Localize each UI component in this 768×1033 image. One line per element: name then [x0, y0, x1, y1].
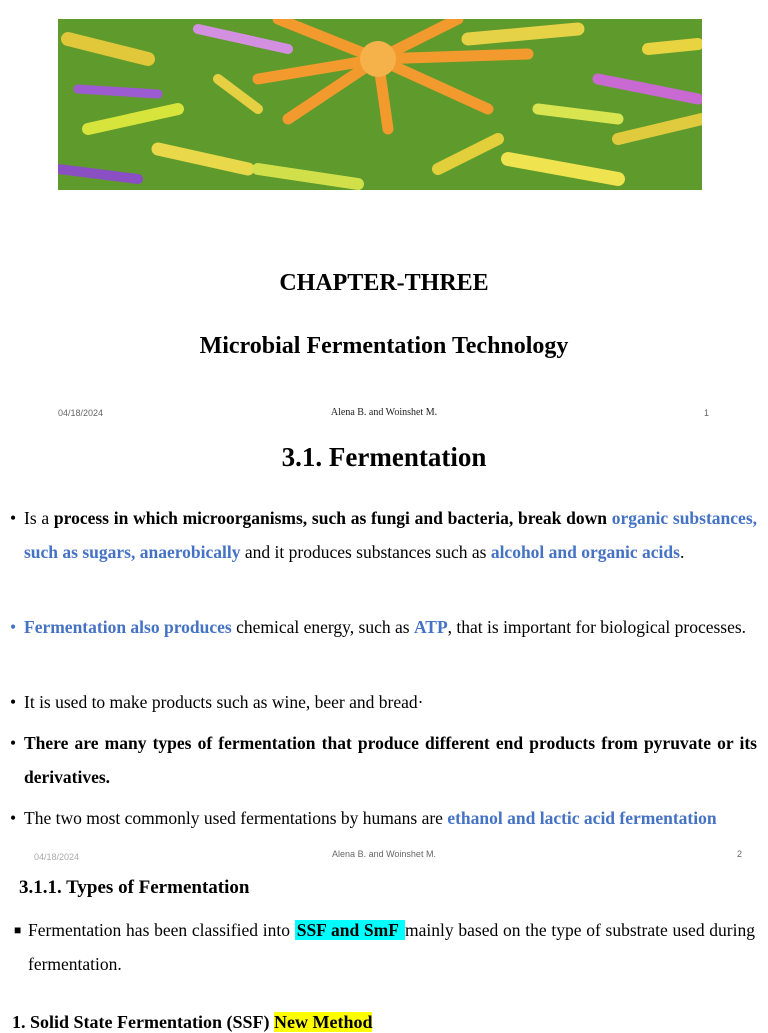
- square-bullet-icon: ■: [14, 923, 22, 937]
- subsection-heading: 3.1.1. Types of Fermentation: [19, 877, 250, 898]
- ssf-heading: 1. Solid State Fermentation (SSF) New Method: [12, 1012, 373, 1032]
- footer-date: 04/18/2024: [58, 408, 104, 418]
- footer-date: 04/18/2024: [34, 852, 80, 862]
- microbes-banner-image: [58, 19, 702, 190]
- footer-page-number: 1: [704, 408, 710, 418]
- bullet-products: • It is used to make products such as wine, beer and bread·: [10, 685, 757, 719]
- bullet-dot: •: [10, 808, 17, 828]
- bullet-dot: •: [10, 617, 17, 637]
- section-heading: 3.1. Fermentation: [281, 442, 487, 472]
- bullet-types: • There are many types of fermentation that produce different end products from pyruvate or its derivatives.: [10, 726, 757, 794]
- footer-authors: Alena B. and Woinshet M.: [332, 849, 436, 859]
- bullet-dot: •: [10, 733, 17, 753]
- bullet-energy: • Fermentation also produces chemical energy, such as ATP, that is important for biological processes.: [10, 610, 757, 644]
- chapter-title: CHAPTER-THREE: [279, 270, 489, 296]
- bullet-classification: ■ Fermentation has been classified into SSF and SmF mainly based on the type of substrate used during fermentation.: [14, 913, 755, 981]
- bullet-definition: • Is a process in which microorganisms, such as fungi and bacteria, break down organic substances, such as sugars, anaerobically and it produces substances such as alcohol and organic acids.: [10, 501, 757, 569]
- chapter-subtitle: Microbial Fermentation Technology: [199, 333, 569, 359]
- bullet-dot: •: [10, 508, 17, 528]
- footer-authors: Alena B. and Woinshet M.: [330, 407, 438, 418]
- bullet-common-fermentations: • The two most commonly used fermentations by humans are ethanol and lactic acid fermentation: [10, 801, 757, 835]
- bullet-dot: •: [10, 692, 17, 712]
- footer-page-number: 2: [737, 849, 743, 859]
